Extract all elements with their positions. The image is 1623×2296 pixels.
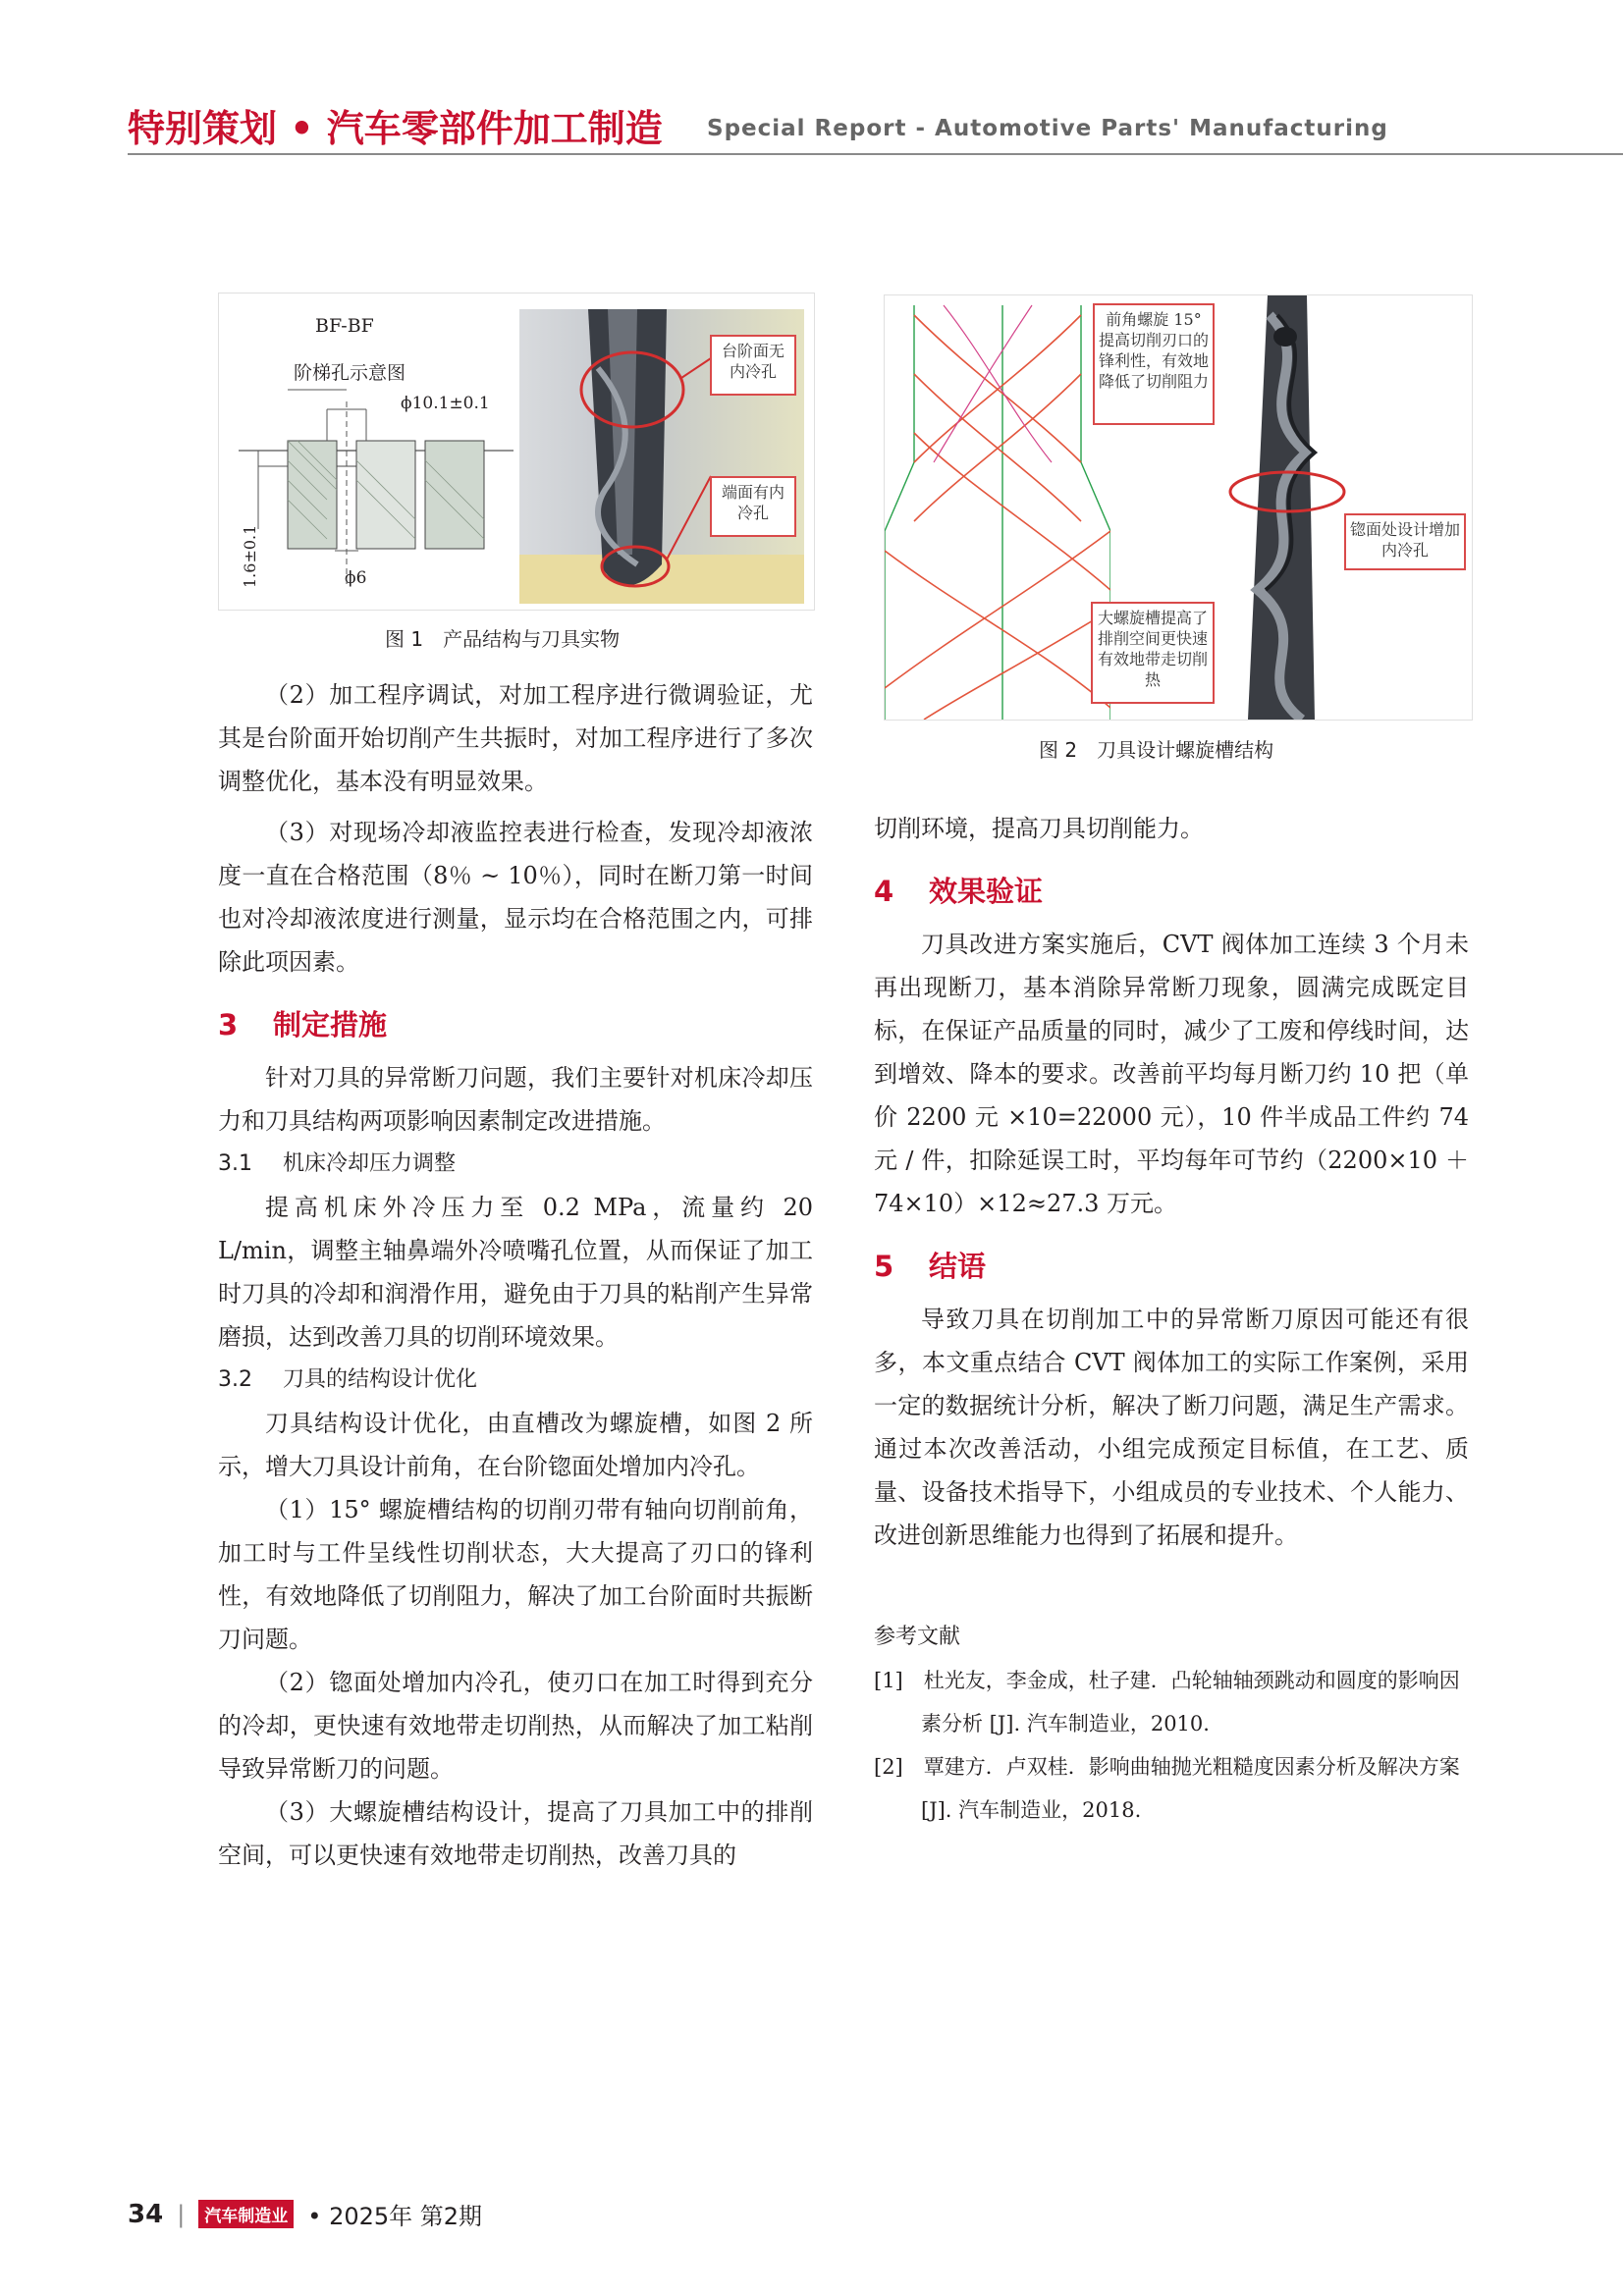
paragraph: （3）对现场冷却液监控表进行检查，发现冷却液浓度一直在合格范围（8％ ~ 10％），同时在断刀第一时间也对冷却液浓度进行测量，显示均在合格范围之内，可排除此项因素。: [218, 819, 813, 976]
left-column: [218, 673, 813, 1877]
figure-2-caption: 图 2 刀具设计螺旋槽结构: [1039, 738, 1274, 762]
paragraph: 针对刀具的异常断刀问题，我们主要针对机床冷却压力和刀具结构两项影响因素制定改进措施。: [218, 1064, 813, 1135]
fig1-dim-side: 1.6±0.1: [241, 524, 259, 588]
subsection-heading-3-1: [218, 1143, 813, 1186]
drill-photo: [1209, 295, 1356, 720]
header-rule: [128, 153, 1623, 155]
tool-photo: [519, 309, 804, 604]
paragraph: 刀具结构设计优化，由直槽改为螺旋槽，如图 2 所示，增大刀具设计前角，在台阶锪面处增加内冷孔。: [218, 1410, 813, 1480]
magazine-logo: 汽车制造业: [198, 2200, 294, 2228]
right-column: [874, 807, 1469, 1832]
fig2-callout-coolant: 锪面处设计增加内冷孔: [1344, 513, 1466, 570]
subsection-title-text: 刀具的结构设计优化: [283, 1367, 478, 1392]
paragraph: （2）锪面处增加内冷孔，使刃口在加工时得到充分的冷却，更快速有效地带走切削热，从而解决了加工粘削导致异常断刀的问题。: [218, 1669, 813, 1783]
subsection-title-text: 机床冷却压力调整: [283, 1151, 457, 1176]
paragraph: （3）大螺旋槽结构设计，提高了刀具加工中的排削空间，可以更快速有效地带走切削热，改善刀具的: [218, 1798, 813, 1869]
figure-2: [884, 294, 1473, 721]
section-title-text: 制定措施: [273, 1008, 388, 1041]
subsection-number: 3.2: [218, 1367, 252, 1392]
section-subtitle: Special Report - Automotive Parts' Manufacturing: [707, 116, 1388, 141]
footer-divider: |: [177, 2200, 186, 2228]
fig1-label-diagram: 阶梯孔示意图: [294, 362, 406, 384]
fig2-callout-rake: 前角螺旋 15° 提高切削刃口的锋利性，有效地降低了切削阻力: [1093, 303, 1215, 425]
stepped-hole-diagram: [219, 294, 519, 610]
section-title: 特别策划 • 汽车零部件加工制造: [128, 107, 663, 150]
fig1-dim-top: ϕ10.1±0.1: [401, 394, 490, 413]
fig1-label-bf: BF-BF: [315, 315, 374, 337]
paragraph: （1）15° 螺旋槽结构的切削刃带有轴向切削前角，加工时与工件呈线性切削状态，大大提高了刃口的锋利性，有效地降低了切削阻力，解决了加工台阶面时共振断刀问题。: [218, 1496, 813, 1653]
section-title-text: 结语: [929, 1250, 987, 1283]
fig1-callout-bottom: 端面有内冷孔: [710, 476, 796, 537]
subsection-heading-3-2: [218, 1359, 813, 1402]
fig1-callout-top: 台阶面无内冷孔: [710, 335, 796, 396]
figure-1: [218, 293, 815, 611]
reference-item: [2] 覃建方．卢双桂．影响曲轴抛光粗糙度因素分析及解决方案 [J]. 汽车制造业，2018.: [874, 1755, 1460, 1822]
section-title-text: 效果验证: [929, 875, 1044, 908]
figure-1-caption: 图 1 产品结构与刀具实物: [385, 627, 621, 651]
section-number: 5: [874, 1250, 894, 1283]
issue-info: • 2025年 第2期: [307, 2203, 483, 2230]
tool-wireframe: [885, 295, 1110, 720]
page-footer: [128, 2197, 482, 2231]
section-heading-4: [874, 870, 1469, 913]
reference-item: [1] 杜光友，李金成，杜子建．凸轮轴轴颈跳动和圆度的影响因素分析 [J]. 汽车制造业，2010.: [874, 1669, 1460, 1735]
section-number: 3: [218, 1008, 239, 1041]
references-title: 参考文献: [874, 1625, 961, 1649]
paragraph: 导致刀具在切削加工中的异常断刀原因可能还有很多，本文重点结合 CVT 阀体加工的实际工作案例，采用一定的数据统计分析，解决了断刀问题，满足生产需求。通过本次改善活动，小组完成预定目标值，在工艺、质量、设备技术指导下，小组成员的专业技术、个人能力、改进创新思维能力也得到了拓展和提升。: [874, 1306, 1469, 1549]
fig2-callout-flute: 大螺旋槽提高了排削空间更快速有效地带走切削热: [1091, 602, 1215, 704]
fig1-dim-bottom: ϕ6: [345, 568, 367, 588]
page-number: 34: [128, 2199, 164, 2229]
paragraph: 切削环境，提高刀具切削能力。: [874, 815, 1204, 842]
section-heading-5: [874, 1245, 1469, 1288]
section-heading-3: [218, 1003, 813, 1046]
section-number: 4: [874, 875, 894, 908]
paragraph: （2）加工程序调试，对加工程序进行微调验证，尤其是台阶面开始切削产生共振时，对加工程序进行了多次调整优化，基本没有明显效果。: [218, 681, 813, 795]
paragraph: 刀具改进方案实施后，CVT 阀体加工连续 3 个月未再出现断刀，基本消除异常断刀现象，圆满完成既定目标，在保证产品质量的同时，减少了工废和停线时间，达到增效、降本的要求。改善前平均每月断刀约 10 把（单价 2200 元 ×10=22000 元），10 件半成品工件约 74 元 / 件，扣除延误工时，平均每年可节约（2200×10 ＋ 74×10）×12≈27.3 万元。: [874, 931, 1469, 1217]
paragraph: 提高机床外冷压力至 0.2 MPa，流量约 20 L/min，调整主轴鼻端外冷喷嘴孔位置，从而保证了加工时刀具的冷却和润滑作用，避免由于刀具的粘削产生异常磨损，达到改善刀具的切削环境效果。: [218, 1194, 813, 1351]
subsection-number: 3.1: [218, 1151, 252, 1176]
